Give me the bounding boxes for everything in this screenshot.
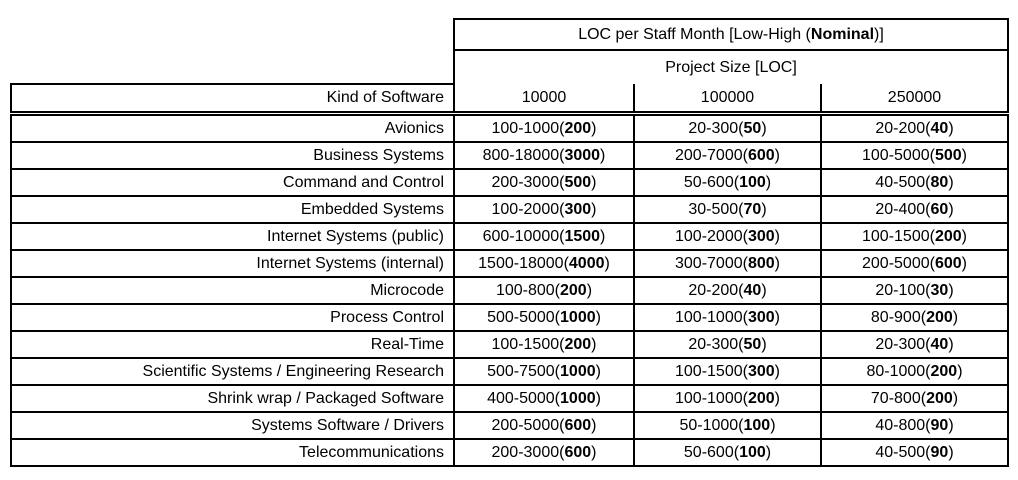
loc-close: ) bbox=[774, 308, 780, 326]
loc-nominal: 80 bbox=[930, 173, 949, 191]
loc-nominal: 500 bbox=[564, 173, 592, 191]
loc-nominal: 40 bbox=[930, 119, 949, 137]
loc-close: ) bbox=[591, 335, 597, 353]
loc-cell bbox=[634, 358, 821, 385]
loc-cell bbox=[634, 223, 821, 250]
loc-close: ) bbox=[761, 200, 767, 218]
loc-close: ) bbox=[765, 173, 772, 191]
loc-close: ) bbox=[591, 200, 597, 218]
loc-range: 300-7000( bbox=[675, 254, 748, 272]
loc-cell bbox=[634, 439, 821, 466]
loc-close: ) bbox=[961, 227, 967, 245]
loc-nominal: 60 bbox=[930, 200, 949, 218]
loc-nominal: 200 bbox=[926, 389, 953, 407]
loc-close: ) bbox=[761, 335, 767, 353]
loc-range: 20-200( bbox=[875, 119, 931, 137]
loc-cell bbox=[454, 196, 634, 223]
loc-nominal: 800 bbox=[747, 254, 775, 272]
loc-range: 100-800( bbox=[495, 281, 560, 299]
loc-close: ) bbox=[765, 443, 772, 461]
loc-range: 20-300( bbox=[875, 335, 931, 353]
table-row bbox=[11, 250, 1008, 277]
loc-nominal: 200 bbox=[934, 227, 962, 245]
loc-close: ) bbox=[961, 146, 967, 164]
loc-cell bbox=[821, 142, 1008, 169]
loc-nominal: 300 bbox=[564, 200, 592, 218]
loc-nominal: 50 bbox=[743, 119, 762, 137]
loc-nominal: 1000 bbox=[560, 362, 596, 380]
loc-cell bbox=[454, 412, 634, 439]
row-label: Avionics bbox=[11, 114, 454, 143]
loc-nominal: 100 bbox=[739, 173, 766, 191]
loc-range: 40-500( bbox=[875, 173, 931, 191]
title-row bbox=[11, 19, 1008, 50]
row-label: Business Systems bbox=[11, 142, 454, 169]
loc-close: ) bbox=[774, 389, 780, 407]
loc-close: ) bbox=[948, 173, 954, 191]
table-title bbox=[454, 19, 1008, 50]
loc-nominal: 70 bbox=[743, 200, 762, 218]
loc-close: ) bbox=[948, 200, 954, 218]
loc-per-staff-month-table bbox=[10, 18, 1009, 467]
row-label: Microcode bbox=[11, 277, 454, 304]
loc-nominal: 100 bbox=[743, 416, 771, 434]
loc-cell bbox=[634, 331, 821, 358]
loc-cell bbox=[821, 331, 1008, 358]
loc-nominal: 300 bbox=[747, 362, 775, 380]
loc-nominal: 90 bbox=[930, 443, 949, 461]
size-column-header-10000: 10000 bbox=[454, 84, 634, 114]
loc-cell bbox=[454, 223, 634, 250]
loc-cell bbox=[454, 142, 634, 169]
row-label: Real-Time bbox=[11, 331, 454, 358]
table-row bbox=[11, 196, 1008, 223]
loc-close: ) bbox=[948, 443, 954, 461]
loc-range: 100-5000( bbox=[862, 146, 935, 164]
loc-range: 20-400( bbox=[875, 200, 931, 218]
loc-nominal: 1000 bbox=[560, 308, 596, 326]
loc-cell bbox=[634, 412, 821, 439]
loc-cell bbox=[454, 385, 634, 412]
loc-close: ) bbox=[600, 227, 606, 245]
loc-nominal: 200 bbox=[560, 281, 587, 299]
project-size-header: Project Size [LOC] bbox=[454, 50, 1008, 84]
loc-range: 50-600( bbox=[683, 173, 740, 191]
loc-range: 200-3000( bbox=[491, 443, 565, 461]
loc-cell bbox=[454, 114, 634, 143]
row-label: Embedded Systems bbox=[11, 196, 454, 223]
loc-range: 100-1000( bbox=[675, 308, 748, 326]
loc-close: ) bbox=[774, 362, 780, 380]
loc-nominal: 1000 bbox=[560, 389, 596, 407]
corner-spacer bbox=[11, 50, 454, 84]
loc-nominal: 500 bbox=[934, 146, 962, 164]
loc-range: 30-500( bbox=[688, 200, 744, 218]
row-label: Internet Systems (public) bbox=[11, 223, 454, 250]
loc-cell bbox=[634, 196, 821, 223]
loc-range: 200-5000( bbox=[491, 416, 565, 434]
loc-nominal: 40 bbox=[743, 281, 762, 299]
loc-nominal: 600 bbox=[564, 443, 592, 461]
loc-nominal: 90 bbox=[930, 416, 949, 434]
loc-close: ) bbox=[591, 443, 597, 461]
loc-range: 20-300( bbox=[688, 119, 744, 137]
corner-spacer bbox=[11, 19, 454, 50]
loc-close: ) bbox=[948, 416, 954, 434]
loc-range: 50-1000( bbox=[679, 416, 744, 434]
loc-close: ) bbox=[600, 146, 606, 164]
loc-range: 500-7500( bbox=[487, 362, 561, 380]
loc-range: 400-5000( bbox=[487, 389, 561, 407]
loc-cell bbox=[634, 304, 821, 331]
loc-nominal: 200 bbox=[930, 362, 958, 380]
loc-cell bbox=[454, 439, 634, 466]
loc-close: ) bbox=[595, 308, 601, 326]
loc-close: ) bbox=[591, 416, 597, 434]
loc-cell bbox=[821, 196, 1008, 223]
row-label: Internet Systems (internal) bbox=[11, 250, 454, 277]
loc-close: ) bbox=[774, 254, 780, 272]
row-label: Systems Software / Drivers bbox=[11, 412, 454, 439]
loc-nominal: 50 bbox=[743, 335, 762, 353]
loc-range: 100-2000( bbox=[491, 200, 565, 218]
row-label: Telecommunications bbox=[11, 439, 454, 466]
loc-close: ) bbox=[770, 416, 776, 434]
table-row bbox=[11, 439, 1008, 466]
loc-cell bbox=[821, 114, 1008, 143]
row-label: Shrink wrap / Packaged Software bbox=[11, 385, 454, 412]
loc-range: 40-800( bbox=[875, 416, 931, 434]
loc-range: 200-7000( bbox=[675, 146, 748, 164]
table-row bbox=[11, 277, 1008, 304]
loc-cell bbox=[634, 277, 821, 304]
loc-nominal: 4000 bbox=[568, 254, 605, 272]
loc-range: 800-18000( bbox=[482, 146, 565, 164]
loc-cell bbox=[634, 142, 821, 169]
table-row bbox=[11, 223, 1008, 250]
loc-cell bbox=[821, 412, 1008, 439]
loc-cell bbox=[821, 250, 1008, 277]
title-nominal-bold: Nominal bbox=[810, 25, 875, 43]
loc-close: ) bbox=[952, 308, 959, 326]
title-text: LOC per Staff Month [Low-High ( bbox=[578, 25, 811, 43]
loc-cell bbox=[454, 250, 634, 277]
loc-range: 80-1000( bbox=[866, 362, 931, 380]
loc-nominal: 40 bbox=[930, 335, 949, 353]
loc-cell bbox=[454, 169, 634, 196]
loc-range: 100-1500( bbox=[862, 227, 935, 245]
loc-nominal: 200 bbox=[564, 119, 592, 137]
loc-nominal: 200 bbox=[747, 389, 775, 407]
row-label: Scientific Systems / Engineering Research bbox=[11, 358, 454, 385]
loc-cell bbox=[821, 439, 1008, 466]
loc-cell bbox=[821, 358, 1008, 385]
loc-range: 50-600( bbox=[683, 443, 740, 461]
row-label: Command and Control bbox=[11, 169, 454, 196]
loc-nominal: 600 bbox=[564, 416, 592, 434]
loc-close: ) bbox=[586, 281, 593, 299]
loc-close: ) bbox=[948, 281, 954, 299]
loc-close: ) bbox=[948, 119, 954, 137]
loc-nominal: 300 bbox=[747, 308, 775, 326]
table-body bbox=[11, 114, 1008, 467]
loc-range: 80-900( bbox=[870, 308, 927, 326]
loc-range: 500-5000( bbox=[487, 308, 561, 326]
loc-cell bbox=[821, 385, 1008, 412]
loc-range: 100-1000( bbox=[491, 119, 565, 137]
loc-range: 20-300( bbox=[688, 335, 744, 353]
loc-cell bbox=[454, 304, 634, 331]
loc-close: ) bbox=[957, 362, 963, 380]
loc-close: ) bbox=[961, 254, 967, 272]
loc-nominal: 200 bbox=[926, 308, 953, 326]
loc-close: ) bbox=[595, 389, 601, 407]
loc-nominal: 1500 bbox=[564, 227, 601, 245]
loc-cell bbox=[634, 250, 821, 277]
loc-cell bbox=[454, 331, 634, 358]
loc-cell bbox=[821, 304, 1008, 331]
table-row bbox=[11, 142, 1008, 169]
loc-cell bbox=[821, 223, 1008, 250]
loc-cell bbox=[454, 277, 634, 304]
loc-cell bbox=[634, 385, 821, 412]
loc-close: ) bbox=[604, 254, 610, 272]
table-row bbox=[11, 114, 1008, 143]
loc-cell bbox=[821, 277, 1008, 304]
table-row bbox=[11, 412, 1008, 439]
loc-cell bbox=[634, 114, 821, 143]
loc-close: ) bbox=[595, 362, 601, 380]
loc-range: 100-1500( bbox=[491, 335, 565, 353]
loc-close: ) bbox=[761, 119, 767, 137]
size-column-header-100000: 100000 bbox=[634, 84, 821, 114]
loc-range: 40-500( bbox=[875, 443, 931, 461]
loc-cell bbox=[634, 169, 821, 196]
loc-cell bbox=[454, 358, 634, 385]
table-row bbox=[11, 385, 1008, 412]
loc-nominal: 100 bbox=[739, 443, 766, 461]
table-row bbox=[11, 358, 1008, 385]
loc-close: ) bbox=[591, 119, 597, 137]
loc-range: 20-100( bbox=[875, 281, 931, 299]
column-header-row bbox=[11, 84, 1008, 114]
table-row bbox=[11, 331, 1008, 358]
loc-range: 600-10000( bbox=[482, 227, 565, 245]
loc-nominal: 3000 bbox=[564, 146, 601, 164]
loc-close: ) bbox=[948, 335, 954, 353]
loc-nominal: 600 bbox=[747, 146, 775, 164]
loc-range: 100-1500( bbox=[675, 362, 748, 380]
subtitle-row bbox=[11, 50, 1008, 84]
loc-nominal: 300 bbox=[747, 227, 775, 245]
row-label: Process Control bbox=[11, 304, 454, 331]
loc-close: ) bbox=[774, 227, 780, 245]
table-row bbox=[11, 304, 1008, 331]
loc-nominal: 30 bbox=[930, 281, 949, 299]
table-row bbox=[11, 169, 1008, 196]
loc-close: ) bbox=[761, 281, 767, 299]
loc-cell bbox=[821, 169, 1008, 196]
title-suffix: )] bbox=[874, 25, 884, 43]
loc-range: 100-2000( bbox=[675, 227, 748, 245]
loc-range: 200-5000( bbox=[862, 254, 935, 272]
size-column-header-250000: 250000 bbox=[821, 84, 1008, 114]
loc-range: 200-3000( bbox=[491, 173, 565, 191]
loc-range: 20-200( bbox=[688, 281, 744, 299]
loc-range: 100-1000( bbox=[675, 389, 748, 407]
loc-nominal: 600 bbox=[934, 254, 962, 272]
loc-range: 1500-18000( bbox=[478, 254, 569, 272]
loc-close: ) bbox=[591, 173, 597, 191]
loc-range: 70-800( bbox=[870, 389, 927, 407]
loc-close: ) bbox=[774, 146, 780, 164]
kind-of-software-header: Kind of Software bbox=[11, 84, 454, 114]
loc-close: ) bbox=[952, 389, 959, 407]
loc-nominal: 200 bbox=[564, 335, 592, 353]
